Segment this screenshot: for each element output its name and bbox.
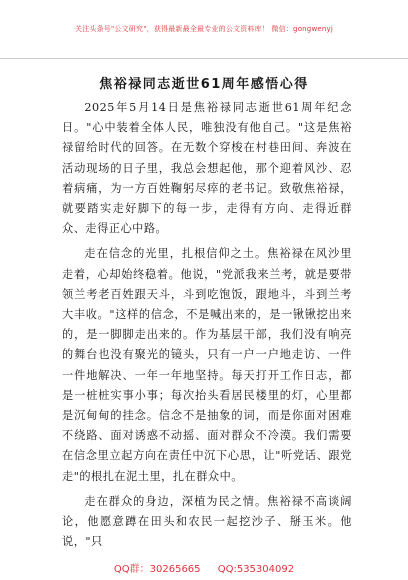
- page-header: [0, 0, 408, 59]
- footer-qq: QQ:535304092: [217, 564, 295, 575]
- document-body: [62, 98, 352, 557]
- page-footer: [0, 560, 408, 575]
- paragraph-intro: 2025年5月14日是焦裕禄同志逝世61周年纪念日。"心中装着全体人民，唯独没有他自己。"这是焦裕禄留给时代的回答。在无数个穿梭在村巷田间、奔波在活动现场的日子里，我总会想起他，那个迎着风沙、忍着病痛，为一方百姓鞠躬尽瘁的老书记。致敬焦裕禄，就要踏实走好脚下的每一步，走得有方向、走得近群众、走得正心中路。: [62, 101, 352, 236]
- paragraph-masses: 走在群众的身边，深植为民之情。焦裕禄不高谈阔论，他愿意蹲在田头和农民一起挖沙子、掰玉米。他说，"只: [62, 494, 352, 549]
- document-title: 焦裕禄同志逝世61周年感悟心得: [99, 77, 309, 92]
- paragraph-belief: 走在信念的光里，扎根信仰之土。焦裕禄在风沙里走着，心却始终稳着。他说，"党派我来兰考，就是要带领兰考老百姓跟天斗，斗到吃饱饭，跟地斗，斗到兰考大丰收。"这样的信念，不是喊出来的，是一锹锹挖出来的，是一脚脚走出来的。作为基层干部，我们没有响亮的舞台也没有聚光的镜头，只有一户一户地走访、一件一件地解决、一年一年地坚持。每天打开工作日志，都是一桩桩实事小事；每次抬头看居民楼里的灯，心里都是沉甸甸的挂念。信念不是抽象的词，而是你面对困难不绕路、面对诱惑不动摇、面对群众不冷漠。我们需要在信念里立起方向在责任中沉下心思，让"听党话、跟党走"的根扎在泥土里，扎在群众中。: [62, 247, 352, 483]
- footer-qq-group: QQ群：30265665: [113, 564, 201, 575]
- header-promo-text: 关注头条号"公文研究"，获得最新最全最专业的公文资料库！ 微信：gongwenyj: [74, 25, 334, 33]
